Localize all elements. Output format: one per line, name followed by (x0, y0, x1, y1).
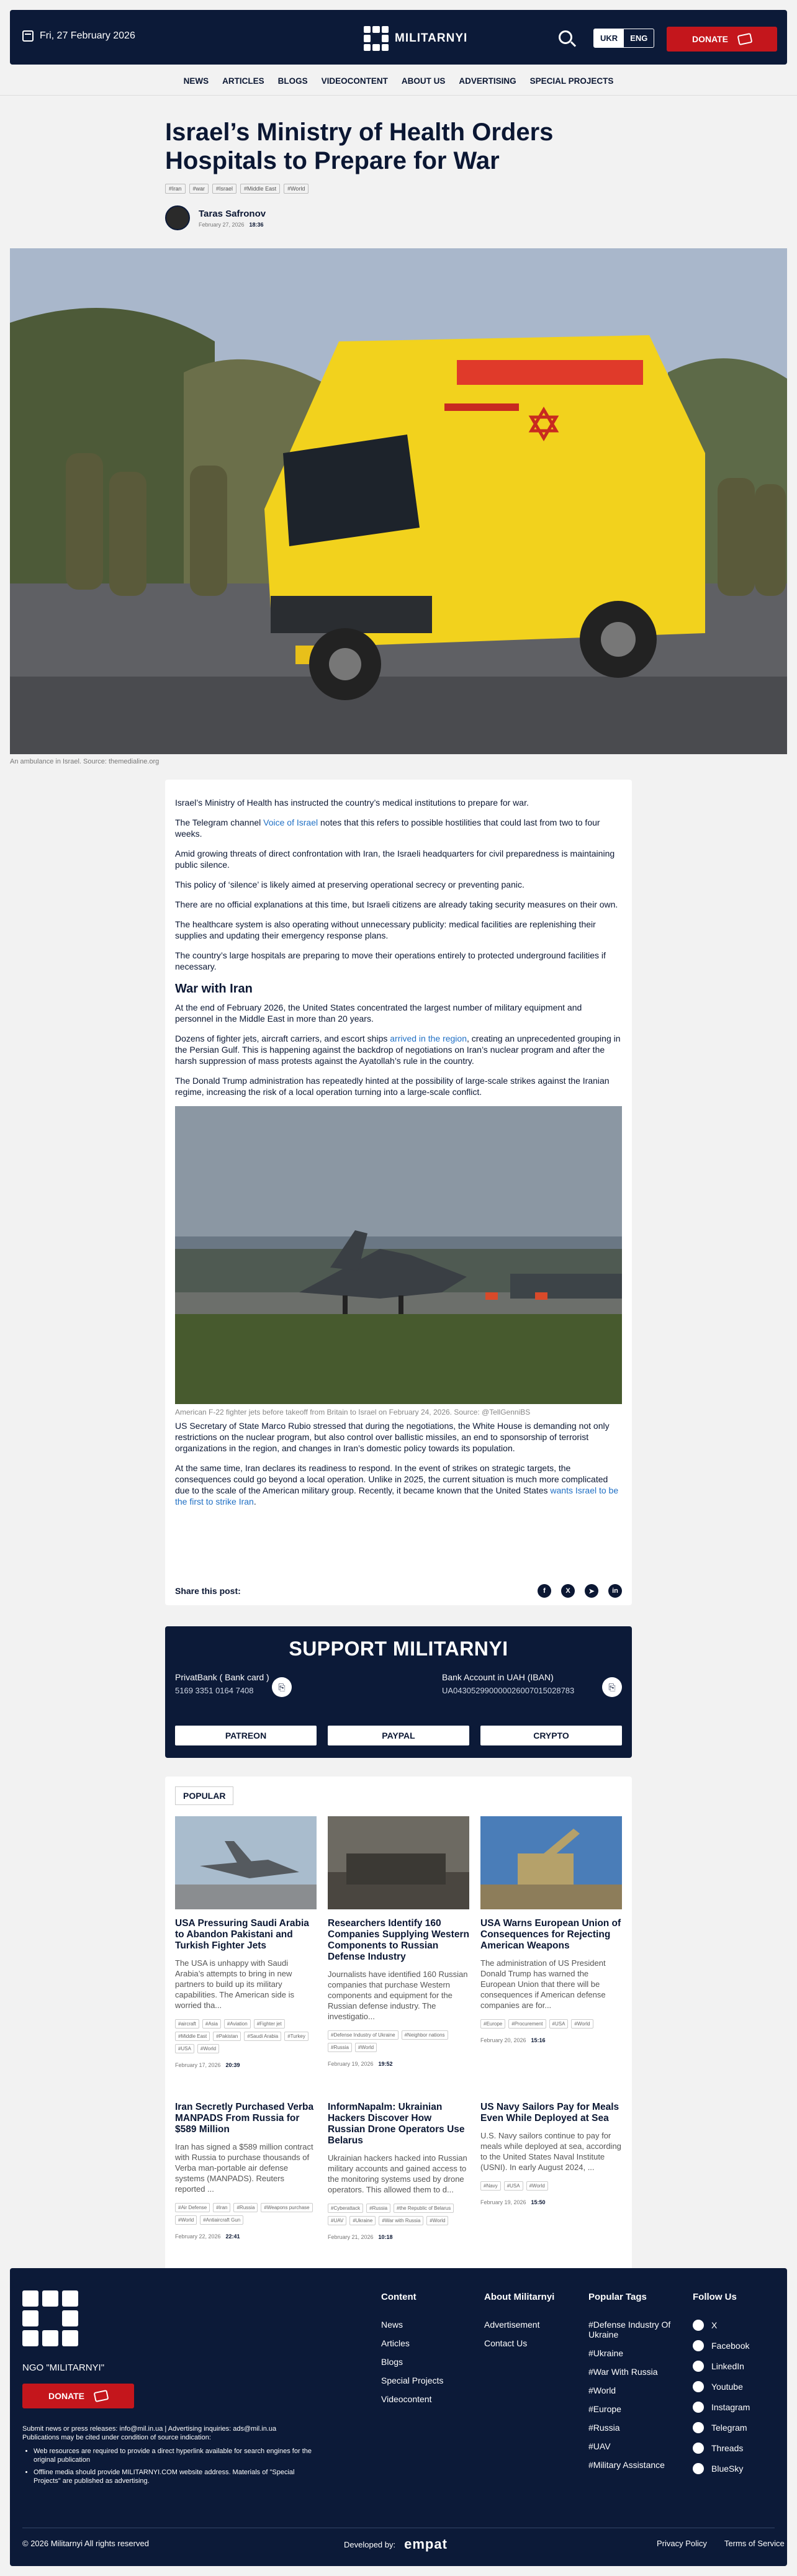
copyright: © 2026 Militarnyi All rights reserved (22, 2539, 149, 2548)
paragraph: The healthcare system is also operating without unnecessary publicity: medical facilities are replenishing their supplies and updating their emergency response plans. (175, 919, 596, 940)
bank2-label: Bank Account in UAH (IBAN) (442, 1672, 554, 1682)
card-date: February 20, 2026 15:16 (480, 2037, 546, 2043)
tag[interactable]: #Middle East (175, 2032, 210, 2041)
tag[interactable]: #Russia (233, 2203, 258, 2212)
card-date: February 22, 2026 22:41 (175, 2233, 240, 2240)
card-image[interactable] (175, 1816, 317, 1909)
donate-label: DONATE (691, 34, 729, 44)
paragraph: US Secretary of State Marco Rubio stressed that during the negotiations, the White House is demanding not only restrictions on the nuclear program, but also control over ballistic missiles, an end to sponsorship of terrorist organizations in the region, and changes in Iran’s domestic policy towards its population. (175, 1421, 610, 1453)
tag[interactable]: #war (189, 184, 209, 194)
logo-text: MILITARNYI (395, 32, 468, 45)
tag[interactable]: #Turkey (284, 2032, 308, 2041)
tag[interactable]: #Russia (328, 2043, 352, 2052)
instagram-icon (693, 2402, 704, 2413)
author-avatar[interactable] (165, 205, 190, 230)
popular-card[interactable] (175, 1816, 317, 2068)
tag[interactable]: #Defense Industry of Ukraine (328, 2030, 398, 2040)
bank2-number: UA043052990000026007015028783 (442, 1686, 575, 1695)
paragraph: Dozens of fighter jets, aircraft carriers, and escort ships arrived in the region, creating an unprecedented grouping in the Persian Gulf. This is happening against the backdrop of negotiations on Iran’s nuclear program and after the harsh suppression of mass protests against the Ayatollah’s rule in the country. (175, 1034, 621, 1066)
footer-ngo: NGO "MILITARNYI" (22, 2362, 105, 2373)
bank1-number: 5169 3351 0164 7408 (175, 1686, 254, 1695)
telegram-icon[interactable]: ➤ (585, 1584, 598, 1598)
social-x[interactable]: X (693, 2320, 750, 2331)
card-date: February 17, 2026 20:39 (175, 2062, 240, 2068)
social-youtube[interactable]: Youtube (693, 2381, 750, 2392)
nav-blogs[interactable]: BLOGS (277, 76, 308, 86)
tag[interactable]: #Russia (366, 2204, 390, 2213)
facebook-icon (693, 2340, 704, 2351)
linkedin-icon[interactable]: in (608, 1584, 622, 1598)
nav-special-projects[interactable]: SPECIAL PROJECTS (529, 76, 614, 86)
footer-tag[interactable]: #Russia (588, 2423, 620, 2433)
date-text: Fri, 27 February 2026 (40, 30, 135, 41)
card-image[interactable] (328, 1816, 469, 1909)
tag[interactable]: #the Republic of Belarus (394, 2204, 454, 2213)
tag[interactable]: #Middle East (240, 184, 280, 194)
donate-button[interactable] (667, 27, 777, 52)
footer-content-col: Content News Articles Blogs Special Projects Videocontent (381, 2292, 444, 2404)
paragraph: Israel’s Ministry of Health has instructed the country’s medical institutions to prepare for war. (175, 798, 529, 808)
bank-card-2 (442, 1672, 574, 1695)
privacy-link[interactable]: Privacy Policy (657, 2539, 707, 2548)
tag[interactable]: #World (571, 2019, 593, 2029)
paragraph: At the same time, Iran declares its readiness to respond. In the event of strikes on strategic targets, the consequences could go beyond a local operation. Unlike in 2025, the current situation is much more complicated due to the scale of the American military group. Recently, it became known that the United States wants Israel to be the first to strike Iran. (175, 1463, 619, 1506)
social-linkedin[interactable]: LinkedIn (693, 2361, 750, 2372)
tag[interactable]: #Israel (212, 184, 236, 194)
card-tags (480, 2181, 622, 2191)
card-excerpt: Journalists have identified 160 Russian companies that purchase Western components and equipment for the Russian defense industry. The investigatio... (328, 1970, 468, 2021)
tag[interactable]: #World (284, 184, 308, 194)
popular-section (165, 1777, 632, 2273)
tag[interactable]: #Air Defense (175, 2203, 210, 2212)
footer-follow-col: Follow Us X Facebook LinkedIn Youtube Instagram Telegram Threads BlueSky (693, 2292, 750, 2474)
linkedin-icon (693, 2361, 704, 2372)
calendar-icon (22, 30, 34, 42)
x-icon (693, 2320, 704, 2331)
tag[interactable]: #aircraft (175, 2019, 199, 2029)
card-excerpt: The administration of US President Donald Trump has warned the European Union that there will be consequences if American defense companies are for... (480, 1958, 606, 2010)
footer-tag[interactable]: #Defense Industry Of Ukraine (588, 2320, 671, 2340)
site-header (10, 10, 787, 65)
card-excerpt: Iran has signed a $589 million contract with Russia to purchase thousands of Verba man-portable air defense systems (MANPADS). Reuters reported ... (175, 2142, 313, 2194)
popular-card[interactable] (480, 1816, 622, 2043)
footer-link[interactable]: Advertisement (484, 2320, 540, 2330)
paragraph: There are no official explanations at this time, but Israeli citizens are already taking security measures on their own. (175, 899, 618, 909)
tag[interactable]: #Saudi Arabia (244, 2032, 281, 2041)
paragraph: The country’s large hospitals are preparing to move their operations entirely to protected underground facilities if necessary. (175, 950, 606, 971)
footer-about-col: About Militarnyi Advertisement Contact Us (484, 2292, 555, 2348)
site-footer (10, 2268, 787, 2566)
tag[interactable]: #Asia (202, 2019, 221, 2029)
tag[interactable]: #Aviation (224, 2019, 251, 2029)
article-body (165, 780, 632, 1605)
social-instagram[interactable]: Instagram (693, 2402, 750, 2413)
tag[interactable]: #Iran (213, 2203, 230, 2212)
tag[interactable]: #World (426, 2216, 448, 2225)
footer-logo-icon[interactable] (22, 2290, 78, 2346)
nav-articles[interactable]: ARTICLES (222, 76, 264, 86)
popular-card[interactable] (328, 1816, 469, 2067)
tag[interactable]: #Cyberattack (328, 2204, 363, 2213)
share-bar (175, 1584, 622, 1598)
main-nav (0, 72, 797, 96)
card-title[interactable]: Iran Secretly Purchased Verba MANPADS From Russia for $589 Million (175, 2102, 314, 2135)
popular-card[interactable] (480, 2093, 622, 2205)
card-excerpt: Ukrainian hackers hacked into Russian military accounts and gained access to the monitoring systems used by drone operators. This allowed them to d... (328, 2153, 467, 2194)
logo-icon (364, 26, 389, 51)
card-excerpt: The USA is unhappy with Saudi Arabia’s attempts to bring in new partners to build up its military capabilities. The American side is worried tha... (175, 1958, 294, 2010)
popular-label: POPULAR (175, 1786, 233, 1805)
threads-icon (693, 2443, 704, 2454)
tag[interactable]: #Antiaircraft Gun (200, 2215, 243, 2225)
hero-caption: An ambulance in Israel. Source: themedialine.org (10, 758, 160, 765)
footer-link[interactable]: Contact Us (484, 2338, 528, 2348)
tag[interactable]: #USA (175, 2044, 194, 2053)
footer-link[interactable]: Videocontent (381, 2394, 432, 2404)
nav-news[interactable]: NEWS (183, 76, 209, 86)
paragraph: The Donald Trump administration has repeatedly hinted at the possibility of large-scale strikes against the Iranian regime, increasing the risk of a local operation turning into a large-scale conflict. (175, 1076, 610, 1097)
social-telegram[interactable]: Telegram (693, 2422, 750, 2433)
article-title: Israel’s Ministry of Health Orders Hospitals to Prepare for War (165, 119, 554, 174)
facebook-icon[interactable]: f (538, 1584, 551, 1598)
copy-icon[interactable]: ⎘ (272, 1677, 292, 1697)
footer-policies (657, 2539, 785, 2548)
paragraph: Amid growing threats of direct confrontation with Iran, the Israeli headquarters for civil preparedness is maintaining public silence. (175, 849, 615, 870)
paragraph: This policy of ‘silence’ is likely aimed at preserving operational secrecy or preventing panic. (175, 880, 525, 889)
card-tags (175, 2203, 317, 2225)
tag[interactable]: #World (175, 2215, 197, 2225)
f22-image (175, 1106, 622, 1404)
footer-tag[interactable]: #Military Assistance (588, 2460, 665, 2470)
developer-credit: Developed by: empat (344, 2536, 448, 2552)
footer-tags-col: Popular Tags #Defense Industry Of Ukraine #Ukraine #War With Russia #World #Europe #Russia #UAV #Military Assistance (588, 2292, 675, 2479)
f22-caption: American F-22 fighter jets before takeoff from Britain to Israel on February 24, 2026. Source: @TellGenniBS (175, 1408, 531, 1416)
footer-tag[interactable]: #World (588, 2385, 616, 2395)
paragraph: The Telegram channel Voice of Israel notes that this refers to possible hostilities that could last from two to four weeks. (175, 817, 600, 839)
footer-tag[interactable]: #UAV (588, 2441, 611, 2451)
tag[interactable]: #Weapons purchase (261, 2203, 312, 2212)
card-date: February 19, 2026 19:52 (328, 2061, 393, 2067)
author-block (165, 205, 266, 230)
bank-card-1 (175, 1672, 269, 1695)
card-title[interactable]: InformNapalm: Ukrainian Hackers Discover How Russian Drone Operators Use Belarus (328, 2102, 465, 2146)
youtube-icon (693, 2381, 704, 2392)
search-icon[interactable] (559, 30, 572, 44)
tag[interactable]: #War with Russia (379, 2216, 423, 2225)
tag[interactable]: #Ukraine (349, 2216, 376, 2225)
tag[interactable]: #World (355, 2043, 377, 2052)
tag[interactable]: #World (197, 2044, 219, 2053)
tag[interactable]: #Neighbor nations (402, 2030, 448, 2040)
card-tags (480, 2019, 622, 2029)
footer-tag[interactable]: #Ukraine (588, 2348, 624, 2358)
x-icon[interactable]: X (561, 1584, 575, 1598)
popular-card[interactable] (175, 2093, 317, 2240)
paypal-button[interactable]: PAYPAL (328, 1726, 469, 1745)
social-bluesky[interactable]: BlueSky (693, 2463, 750, 2474)
terms-link[interactable]: Terms of Service (724, 2539, 785, 2548)
tag[interactable]: #UAV (328, 2216, 346, 2225)
nav-about-us[interactable]: ABOUT US (401, 76, 446, 86)
tag[interactable]: #World (526, 2181, 548, 2191)
patreon-button[interactable]: PATREON (175, 1726, 317, 1745)
social-threads[interactable]: Threads (693, 2443, 750, 2454)
popular-card[interactable] (328, 2093, 469, 2240)
nav-videocontent[interactable]: VIDEOCONTENT (321, 76, 388, 86)
footer-link[interactable]: News (381, 2320, 403, 2330)
developer-logo[interactable]: empat (404, 2536, 448, 2552)
telegram-icon (693, 2422, 704, 2433)
tag[interactable]: #Europe (480, 2019, 505, 2029)
social-facebook[interactable]: Facebook (693, 2340, 750, 2351)
header-date (22, 30, 135, 42)
card-icon (94, 2390, 109, 2402)
tag[interactable]: #USA (549, 2019, 569, 2029)
section-heading: War with Iran (175, 982, 253, 996)
footer-tag[interactable]: #Europe (588, 2404, 621, 2414)
footer-link[interactable]: Articles (381, 2338, 410, 2348)
card-title[interactable]: USA Warns European Union of Consequences for Rejecting American Weapons (480, 1918, 621, 1951)
card-title[interactable]: Researchers Identify 160 Companies Supplying Western Components to Russian Defense Industry (328, 1918, 469, 1962)
footer-link[interactable]: Special Projects (381, 2376, 444, 2385)
footer-info: Submit news or press releases: info@mil.in.ua | Advertising inquiries: ads@mil.in.ua Publications may be cited under condition of source indication: • Web resources are required to provide a direct hyperlink available for search engines for the original publication • Offline media should provide MILITARNYI.COM website address. Materials of "Special Projects" are published as advertising. (22, 2425, 314, 2489)
footer-link[interactable]: Blogs (381, 2357, 403, 2367)
tag[interactable]: #Procurement (508, 2019, 546, 2029)
share-label: Share this post: (175, 1586, 241, 1596)
paragraph: At the end of February 2026, the United States concentrated the largest number of military equipment and personnel in the Middle East in more than 20 years. (175, 1002, 582, 1024)
tag[interactable]: #USA (504, 2181, 523, 2191)
footer-tag[interactable]: #War With Russia (588, 2367, 658, 2377)
card-image[interactable] (480, 1816, 622, 1909)
lang-ukr[interactable]: UKR (594, 29, 624, 47)
nav-advertising[interactable]: ADVERTISING (459, 76, 516, 86)
footer-donate-button[interactable]: DONATE (22, 2384, 134, 2408)
bank1-label: PrivatBank ( Bank card ) (175, 1672, 269, 1682)
card-title[interactable]: USA Pressuring Saudi Arabia to Abandon Pakistani and Turkish Fighter Jets (175, 1918, 309, 1951)
support-block (165, 1626, 632, 1758)
card-icon (737, 33, 753, 45)
language-switcher (593, 29, 654, 48)
card-date: February 19, 2026 15:50 (480, 2199, 546, 2205)
tag[interactable]: #Navy (480, 2181, 501, 2191)
article-tags (165, 184, 308, 194)
card-date: February 21, 2026 10:18 (328, 2234, 393, 2240)
card-excerpt: U.S. Navy sailors continue to pay for meals while deployed at sea, according to the United States Naval Institute (USNI). In early August 2024, ... (480, 2131, 621, 2172)
tag[interactable]: #Fighter jet (254, 2019, 285, 2029)
link-israel-first-strike[interactable]: wants Israel to be the first to strike Iran (175, 1485, 619, 1506)
card-tags (175, 2019, 317, 2053)
site-logo[interactable] (364, 26, 467, 51)
copy-icon[interactable]: ⎘ (602, 1677, 622, 1697)
lang-eng[interactable]: ENG (630, 34, 648, 43)
link-arrived-in-region[interactable]: arrived in the region (390, 1034, 467, 1043)
card-title[interactable]: US Navy Sailors Pay for Meals Even While Deployed at Sea (480, 2102, 619, 2123)
tag[interactable]: #Iran (165, 184, 186, 194)
hero-image (10, 248, 787, 754)
card-tags (328, 2204, 469, 2225)
crypto-button[interactable]: CRYPTO (480, 1726, 622, 1745)
author-name[interactable]: Taras Safronov (199, 208, 266, 219)
link-voice-of-israel[interactable]: Voice of Israel (263, 817, 318, 827)
publish-date: February 27, 2026 18:36 (199, 221, 264, 228)
tag[interactable]: #Pakistan (213, 2032, 241, 2041)
bluesky-icon (693, 2463, 704, 2474)
support-title: SUPPORT MILITARNYI (289, 1637, 508, 1660)
card-tags (328, 2030, 469, 2052)
